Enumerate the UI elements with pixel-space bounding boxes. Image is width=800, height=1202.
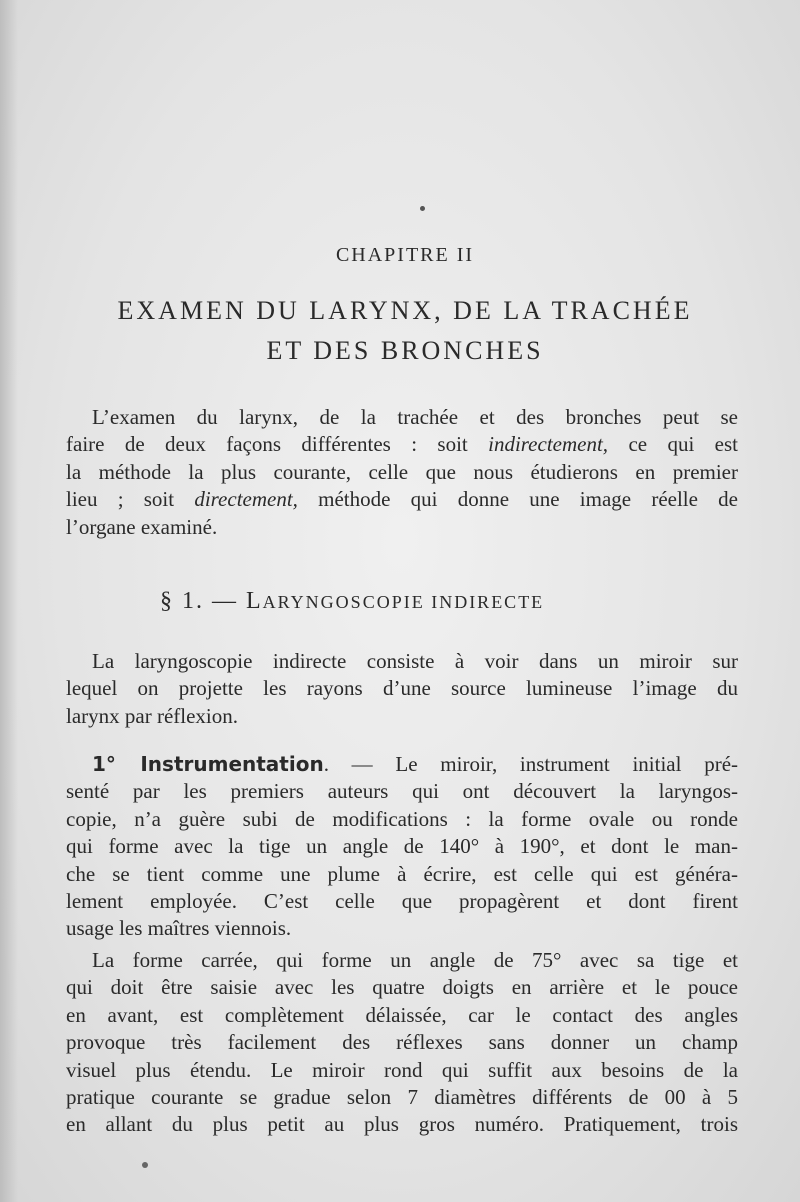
instr-line-6: lement employée. C’est celle que propagèrent et dont firent [66, 889, 738, 914]
chapter-heading: CHAPITRE II [335, 244, 475, 266]
lary-line-1: La laryngoscopie indirecte consiste à voir dans un miroir sur [92, 649, 738, 673]
instr-line-4: qui forme avec la tige un angle de 140° à 190°, et dont le man- [66, 834, 738, 859]
forme-line-3: en avant, est complètement délaissée, car le contact des angles [66, 1002, 738, 1027]
instr-line-2: senté par les premiers auteurs qui ont découvert la laryngos- [66, 779, 738, 804]
section-heading: § 1. — LARYNGOSCOPIE INDIRECTE [160, 588, 545, 614]
ink-dot-bottom [142, 1162, 148, 1168]
page-edge-shadow [0, 0, 18, 1202]
laryngoscopy-paragraph [66, 648, 738, 730]
lary-line-2: lequel on projette les rayons d’une source lumineuse l’image du [66, 676, 738, 701]
instr-line-1: 1° Instrumentation. — Le miroir, instrument initial pré- [92, 752, 739, 776]
forme-line-4: provoque très facilement des réflexes sans donner un champ [66, 1030, 738, 1055]
mirror-form-paragraph [66, 947, 738, 1139]
intro-paragraph [66, 404, 738, 541]
forme-line-1: La forme carrée, qui forme un angle de 75° avec sa tige et [92, 948, 738, 972]
forme-line-5: visuel plus étendu. Le miroir rond qui suffit aux besoins de la [66, 1057, 738, 1082]
forme-line-2: qui doit être saisie avec les quatre doigts en arrière et le pouce [66, 975, 738, 1000]
intro-line-3: la méthode la plus courante, celle que nous étudierons en premier [66, 459, 738, 484]
instr-line-3: copie, n’a guère subi de modifications : la forme ovale ou ronde [66, 806, 738, 831]
intro-line-2: faire de deux façons différentes : soit indirectement, ce qui est [66, 432, 738, 457]
intro-line-5: l’organe examiné. [66, 514, 218, 539]
instr-line-7: usage les maîtres viennois. [66, 916, 292, 941]
chapter-title-line-2: ET DES BRONCHES [266, 336, 544, 365]
lary-line-3: larynx par réflexion. [66, 703, 239, 728]
intro-line-4: lieu ; soit directement, méthode qui donne une image réelle de [66, 487, 739, 512]
chapter-title-line-1: EXAMEN DU LARYNX, DE LA TRACHÉE [117, 296, 693, 325]
instrumentation-paragraph [66, 751, 738, 943]
forme-line-6: pratique courante se gradue selon 7 diamètres différents de 00 à 5 [66, 1085, 738, 1110]
instrumentation-heading: 1° Instrumentation [92, 752, 324, 776]
ink-dot [420, 206, 425, 211]
instr-line-5: che se tient comme une plume à écrire, est celle qui est généra- [66, 861, 738, 886]
intro-line-1: L’examen du larynx, de la trachée et des bronches peut se [92, 405, 738, 429]
forme-line-7: en allant du plus petit au plus gros numéro. Pratiquement, trois [66, 1112, 738, 1137]
